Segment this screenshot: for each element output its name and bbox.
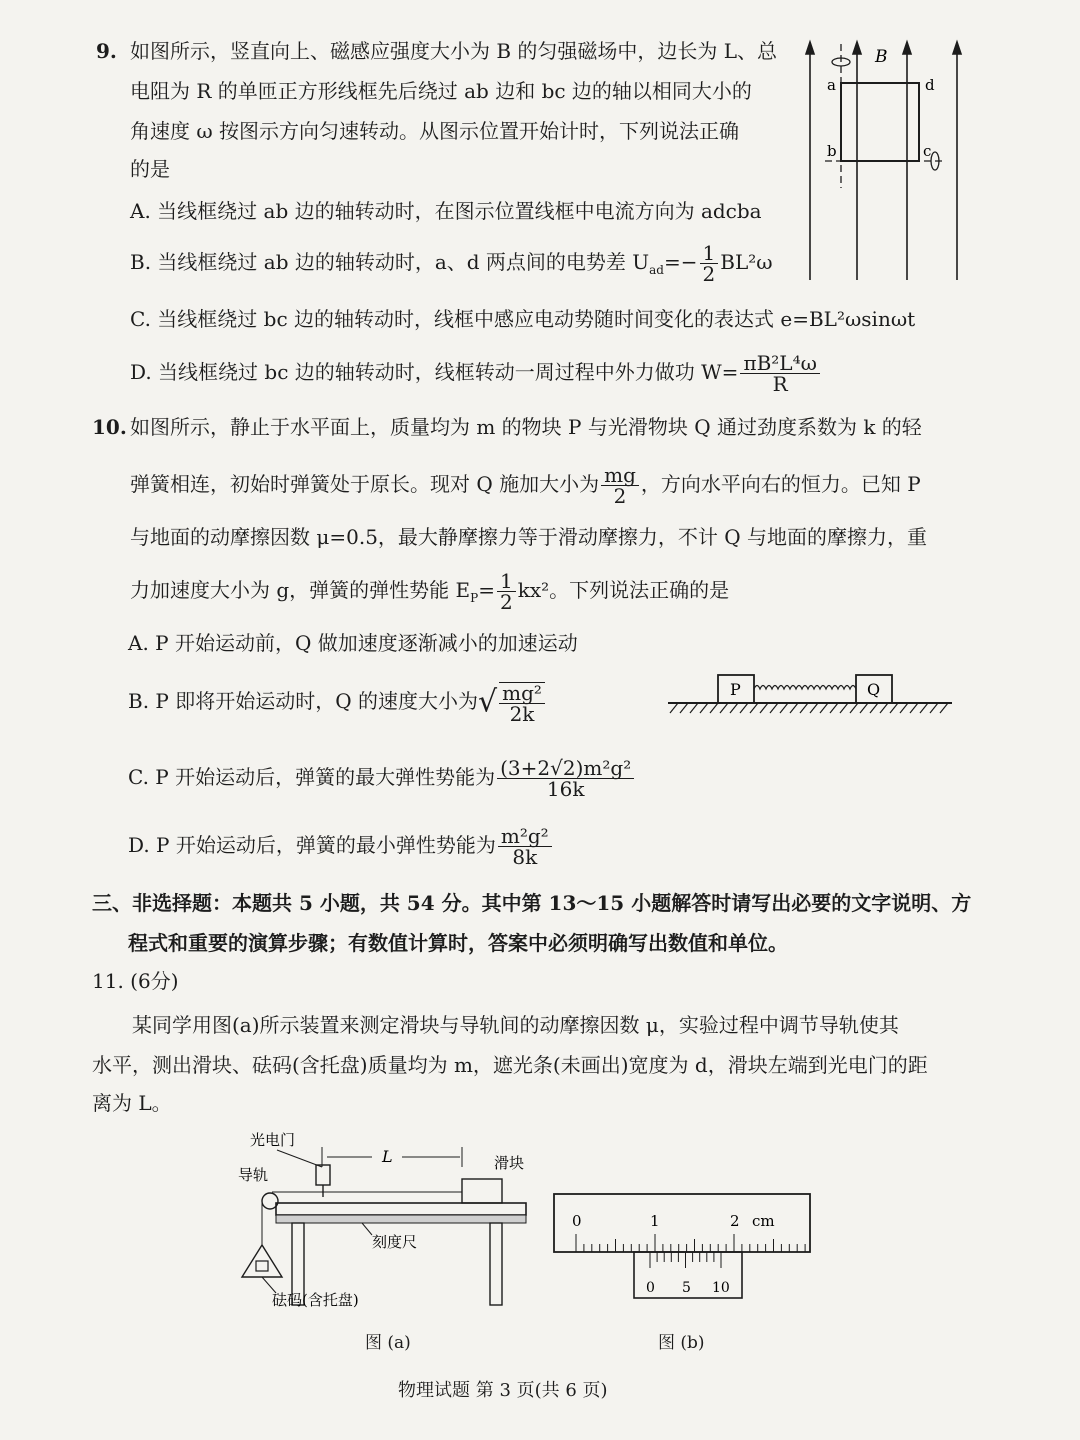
q10-option-d-den: 8k [512, 845, 538, 869]
label-weight: 砝码(含托盘) [272, 1291, 359, 1309]
q10-option-d-num: m²g² [498, 826, 552, 847]
label-photogate: 光电门 [250, 1131, 296, 1149]
page-footer: 物理试题 第 3 页(共 6 页) [398, 1380, 608, 1401]
label-L: L [382, 1147, 393, 1166]
q11-header: 11. (6分) [92, 969, 179, 993]
vernier-5: 5 [682, 1280, 691, 1296]
q10-option-b [128, 676, 547, 726]
q9-option-b-num: 1 [700, 243, 719, 264]
q10-stem-line4-b: kx²。下列说法正确的是 [517, 578, 730, 602]
q9-option-d-num: πB²L⁴ω [740, 353, 819, 374]
vernier-10: 10 [712, 1280, 730, 1296]
q10-stem-line3: 与地面的动摩擦因数 μ=0.5，最大静摩擦力等于滑动摩擦力，不计 Q 与地面的摩擦力，重 [130, 525, 928, 549]
sqrt-sign-icon: √ [477, 684, 498, 720]
section3-line2: 程式和重要的演算步骤；有数值计算时，答案中必须明确写出数值和单位。 [128, 931, 788, 955]
main-scale-ticks [576, 1234, 805, 1252]
field-arrow-3 [903, 42, 911, 54]
q9-option-d [130, 350, 822, 394]
q10-number: 10. [92, 415, 127, 439]
q9-option-a: A. 当线框绕过 ab 边的轴转动时，在图示位置线框中电流方向为 adcba [130, 199, 762, 223]
q9-option-d-den: R [772, 372, 788, 396]
label-c: c [923, 142, 932, 160]
q10-stem-line4 [130, 568, 729, 612]
q9-option-b-text: B. 当线框绕过 ab 边的轴转动时，a、d 两点间的电势差 U [130, 250, 650, 274]
q9-option-b-tail: BL²ω [720, 250, 773, 274]
photogate [316, 1165, 330, 1185]
photogate-leader [277, 1150, 322, 1167]
q10-energy-den: 2 [499, 590, 513, 614]
label-slider: 滑块 [494, 1154, 525, 1172]
q10-option-b-den: 2k [509, 701, 535, 726]
figure-a-caption: 图 (a) [365, 1333, 411, 1353]
q9-option-b-den: 2 [702, 262, 716, 286]
label-B: B [875, 47, 888, 67]
q10-energy-frac [497, 571, 516, 612]
q10-option-b-num: mg² [499, 683, 545, 704]
q10-option-b-text: B. P 即将开始运动时，Q 的速度大小为 [128, 689, 478, 713]
scale-ruler [276, 1215, 526, 1223]
q10-option-b-frac [499, 682, 545, 724]
q11-figure-a-apparatus [232, 1125, 542, 1325]
label-ruler: 刻度尺 [372, 1233, 418, 1251]
label-a: a [827, 76, 836, 94]
q9-option-c: C. 当线框绕过 bc 边的轴转动时，线框中感应电动势随时间变化的表达式 e=BL²ωsinωt [130, 307, 916, 331]
slider-block [462, 1179, 502, 1203]
q9-stem-line2: 电阻为 R 的单匝正方形线框先后绕过 ab 边和 bc 边的轴以相同大小的 [130, 79, 752, 103]
q9-option-b-sub: ad [649, 263, 664, 277]
ground-hatch [670, 703, 948, 713]
q11-line2: 水平，测出滑块、砝码(含托盘)质量均为 m，遮光条(未画出)宽度为 d，滑块左端到光电门的距 [92, 1053, 928, 1077]
label-P: P [730, 680, 741, 699]
q10-option-d [128, 820, 554, 870]
q11-line3: 离为 L。 [92, 1091, 172, 1115]
figure-b-caption: 图 (b) [658, 1333, 705, 1353]
q10-stem-line4-sub: P [470, 591, 479, 605]
q10-stem-line4-a: 力加速度大小为 g，弹簧的弹性势能 E [130, 578, 471, 602]
vernier-scale-ticks [650, 1252, 721, 1268]
q10-stem-line2-a: 弹簧相连，初始时弹簧处于原长。现对 Q 施加大小为 [130, 472, 600, 496]
q10-option-a: A. P 开始运动前，Q 做加速度逐渐减小的加速运动 [128, 631, 578, 655]
field-arrow-1 [806, 42, 814, 54]
q10-option-c-frac [497, 758, 634, 799]
field-arrow-4 [953, 42, 961, 54]
q10-force-frac [601, 465, 639, 506]
q9-option-d-frac [740, 353, 819, 394]
field-arrow-2 [853, 42, 861, 54]
main-scale-1: 1 [650, 1212, 660, 1230]
q10-option-c-den: 16k [546, 777, 585, 801]
q10-option-d-text: D. P 开始运动后，弹簧的最小弹性势能为 [128, 833, 496, 857]
q9-stem-line1: 如图所示，竖直向上、磁感应强度大小为 B 的匀强磁场中，边长为 L、总 [130, 39, 778, 63]
q9-option-d-text: D. 当线框绕过 bc 边的轴转动时，线框转动一周过程中外力做功 W= [130, 360, 739, 384]
q10-figure-spring-blocks [660, 665, 960, 725]
main-scale-0: 0 [572, 1212, 582, 1230]
q11-figure-b-vernier [552, 1192, 812, 1304]
main-scale-unit: cm [752, 1212, 775, 1230]
q10-force-num: mg [601, 465, 639, 486]
label-rail: 导轨 [238, 1166, 269, 1184]
label-d: d [925, 76, 935, 94]
q9-option-b [130, 240, 773, 284]
q10-force-den: 2 [613, 484, 627, 508]
q10-option-c-text: C. P 开始运动后，弹簧的最大弹性势能为 [128, 765, 496, 789]
q10-option-d-frac [498, 826, 552, 867]
q9-option-b-frac [700, 243, 719, 284]
q11-line1: 某同学用图(a)所示装置来测定滑块与导轨间的动摩擦因数 μ，实验过程中调节导轨使其 [132, 1013, 899, 1037]
q10-option-c [128, 752, 636, 802]
q9-number: 9. [96, 39, 117, 63]
vernier-0: 0 [646, 1280, 655, 1296]
main-scale-2: 2 [730, 1212, 740, 1230]
q9-stem-line3: 角速度 ω 按图示方向匀速转动。从图示位置开始计时，下列说法正确 [130, 119, 740, 143]
section3-line1: 三、非选择题：本题共 5 小题，共 54 分。其中第 13～15 小题解答时请写出必要的文字说明、方 [92, 891, 972, 915]
weight-block [256, 1261, 268, 1271]
q10-option-c-num: (3+2√2)m²g² [497, 758, 634, 779]
q10-energy-num: 1 [497, 571, 516, 592]
q10-stem-line4-eq: = [478, 578, 495, 602]
q9-figure-magnetic-field [805, 30, 980, 300]
q10-stem-line1: 如图所示，静止于水平面上，质量均为 m 的物块 P 与光滑物块 Q 通过劲度系数为 k 的轻 [130, 415, 922, 439]
spring [754, 686, 856, 690]
ruler-leader [362, 1223, 372, 1235]
label-b: b [827, 142, 837, 160]
q9-stem-line4: 的是 [130, 157, 170, 181]
q10-stem-line2-b: ，方向水平向右的恒力。已知 P [640, 472, 921, 496]
q9-option-b-eq: =− [664, 250, 698, 274]
guide-rail [276, 1203, 526, 1215]
label-Q: Q [867, 680, 881, 699]
table-leg-right [490, 1223, 502, 1305]
q10-stem-line2 [130, 462, 921, 506]
